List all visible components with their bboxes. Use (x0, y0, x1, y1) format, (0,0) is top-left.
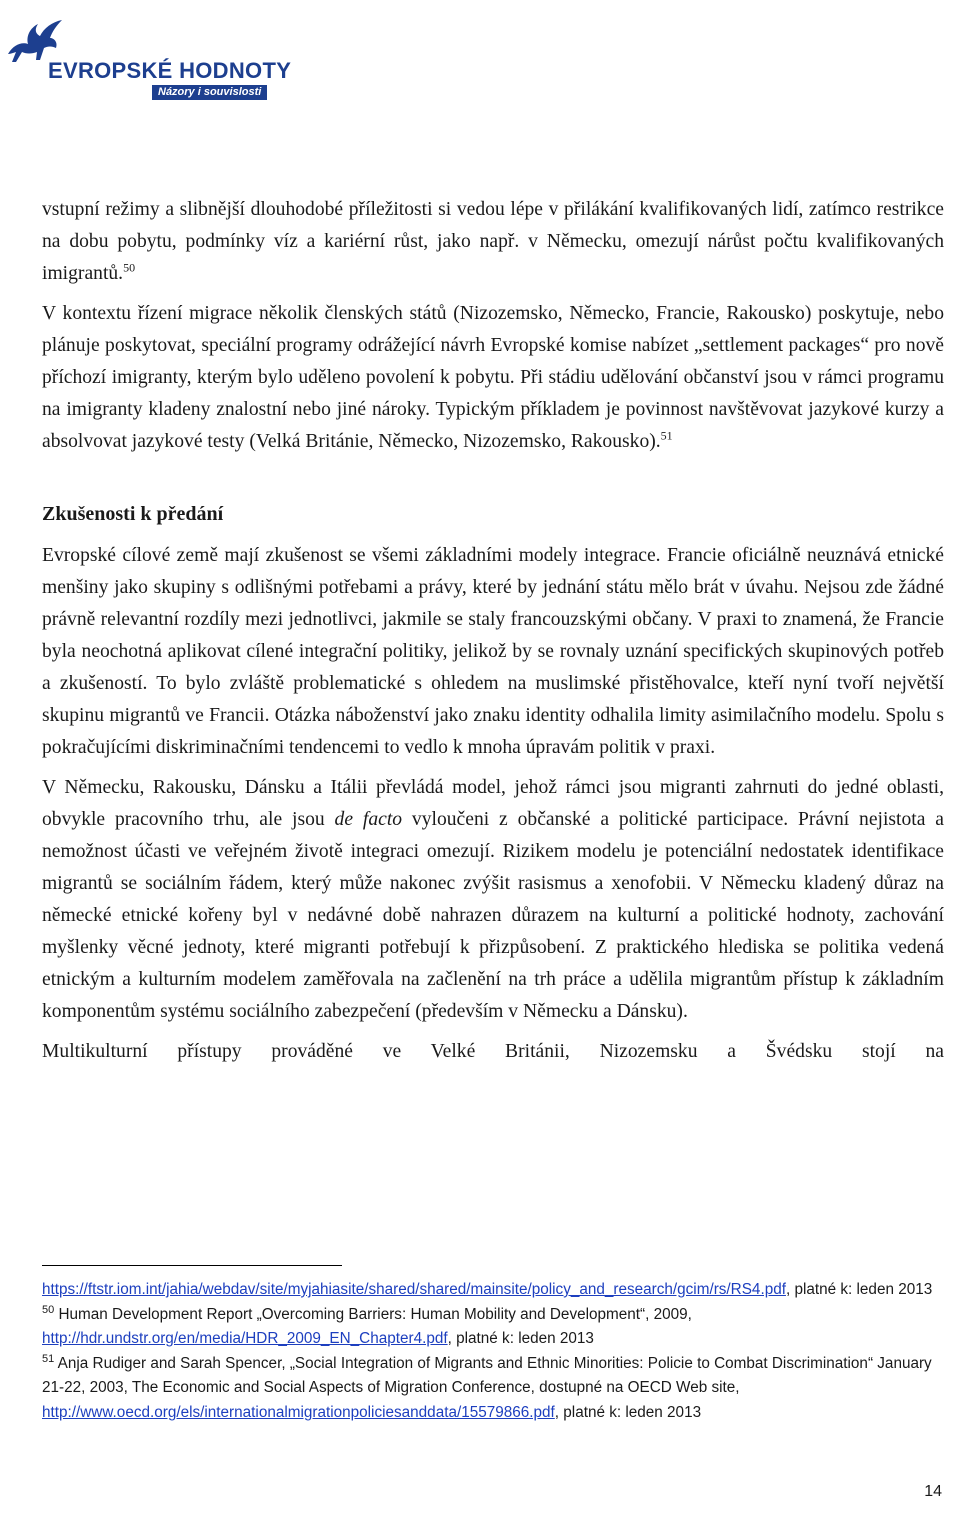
footnote-51: $^{51}$ Anja Rudiger and Sarah Spencer, „Social Integration of Migrants and Ethnic Minorities: Policie to Combat Discrimination“ January 21-22, 2003, The Economic and Social Aspects of Migration Conference, dostupné na OECD Web site, http://www.oecd.org/els/internationalmigrationpoliciesanddata/15579866.pdf, platné k: leden 2013 (42, 1352, 932, 1421)
document-body (42, 194, 944, 1068)
paragraph-2: V kontextu řízení migrace několik členských států (Nizozemsko, Německo, Francie, Rakousko) poskytuje, nebo plánuje poskytovat, speciální programy odrážející návrh Evropské komise nabízet „settlement packages“ pro nově příchozí imigranty, kterým bylo uděleno povolení k pobytu. Při stádiu udělování občanství jsou v rámci programu na imigranty kladeny znalostní nebo jiné nároky. Typickým příkladem je povinnost navštěvovat jazykové kurzy a absolvovat jazykové testy (Velká Británie, Německo, Nizozemsko, Rakousko).$^{51}$ (42, 303, 944, 452)
footnote-50-link[interactable]: http://hdr.undstr.org/en/media/HDR_2009_EN_Chapter4.pdf (42, 1330, 448, 1347)
footnote-ref-50[interactable]: 50 (123, 260, 136, 275)
paragraph-1: vstupní režimy a slibnější dlouhodobé příležitosti si vedou lépe v přilákání kvalifikovaných lidí, zatímco restrikce na dobu pobytu, podmínky víz a kariérní růst, jako např. v Německu, omezují nárůst počtu kvalifikovaných imigrantů.$^{50}$ (42, 199, 944, 284)
footnote-50: $^{50}$ Human Development Report „Overcoming Barriers: Human Mobility and Development“, 2009, http://hdr.undstr.org/en/media/HDR_2009_EN_Chapter4.pdf, platné k: leden 2013 (42, 1303, 692, 1347)
section-heading: Zkušenosti k předání (42, 503, 224, 525)
footnote-ref-51[interactable]: 51 (660, 428, 673, 443)
page-number: 14 (924, 1483, 942, 1500)
brand-name: EVROPSKÉ HODNOTY (48, 58, 292, 83)
publisher-logo (0, 8, 292, 98)
footnote-continued-link[interactable]: https://ftstr.iom.int/jahia/webdav/site/myjahiasite/shared/shared/mainsite/policy_and_research/gcim/rs/RS4.pdf (42, 1281, 786, 1298)
brand-tagline: Názory i souvislosti (152, 85, 267, 100)
section-paragraph-2: V Německu, Rakousku, Dánsku a Itálii převládá model, jehož rámci jsou migranti zahrnuti do jedné oblasti, obvykle pracovního trhu, ale jsou de facto vyloučeni z občanské a politické participace. Právní nejistota a nemožnost účasti ve veřejném životě integraci omezují. Rizikem modelu je potenciální nedostatek identifikace migrantů se sociálním řádem, který může nakonec zvýšit rasismus a xenofobii. V Německu kladený důraz na německé etnické kořeny byl v nedávné době nahrazen důrazem na kulturní a politické hodnoty, zachování myšlenky věcné jednoty, které migranti potřebují k přizpůsobení. Z praktického hlediska se politika vedená etnickým a kulturním modelem zaměřovala na začlenění na trh práce a udělila migrantům přístup k základním komponentům systému sociálního zabezpečení (především v Německu a Dánsku). (42, 777, 944, 1022)
footnote-continued: https://ftstr.iom.int/jahia/webdav/site/myjahiasite/shared/shared/mainsite/policy_and_research/gcim/rs/RS4.pdf, platné k: leden 2013 (42, 1281, 933, 1298)
italic-phrase: de facto (334, 809, 403, 830)
footnote-51-link[interactable]: http://www.oecd.org/els/internationalmigrationpoliciesanddata/15579866.pdf (42, 1403, 555, 1421)
section-paragraph-1: Evropské cílové země mají zkušenost se všemi základními modely integrace. Francie oficiálně neuznává etnické menšiny jako skupiny s odlišnými potřebami a právy, které by jednání státu mělo brát v úvahu. Nejsou zde žádné právně relevantní rozdíly mezi jednotlivci, jakmile se staly francouzskými občany. V praxi to znamená, že Francie byla neochotná aplikovat cílené integrační politiky, jelikož by se rovnaly uznání specifických skupinových potřeb a zkušeností. To bylo zvláště problematické s ohledem na muslimské přistěhovalce, kteří nyní tvoří největší skupinu migrantů ve Francii. Otázka náboženství jako znaku identity odhalila limity asimilačního modelu. Spolu s pokračujícími diskriminačními tendencemi to vedlo k mnoha úpravám politik v praxi. (42, 545, 944, 758)
footnotes (42, 1278, 944, 1425)
footnote-separator (42, 1265, 342, 1266)
section-paragraph-3: Multikulturní přístupy prováděné ve Velké Británii, Nizozemsku a Švédsku stojí na (42, 1041, 944, 1062)
